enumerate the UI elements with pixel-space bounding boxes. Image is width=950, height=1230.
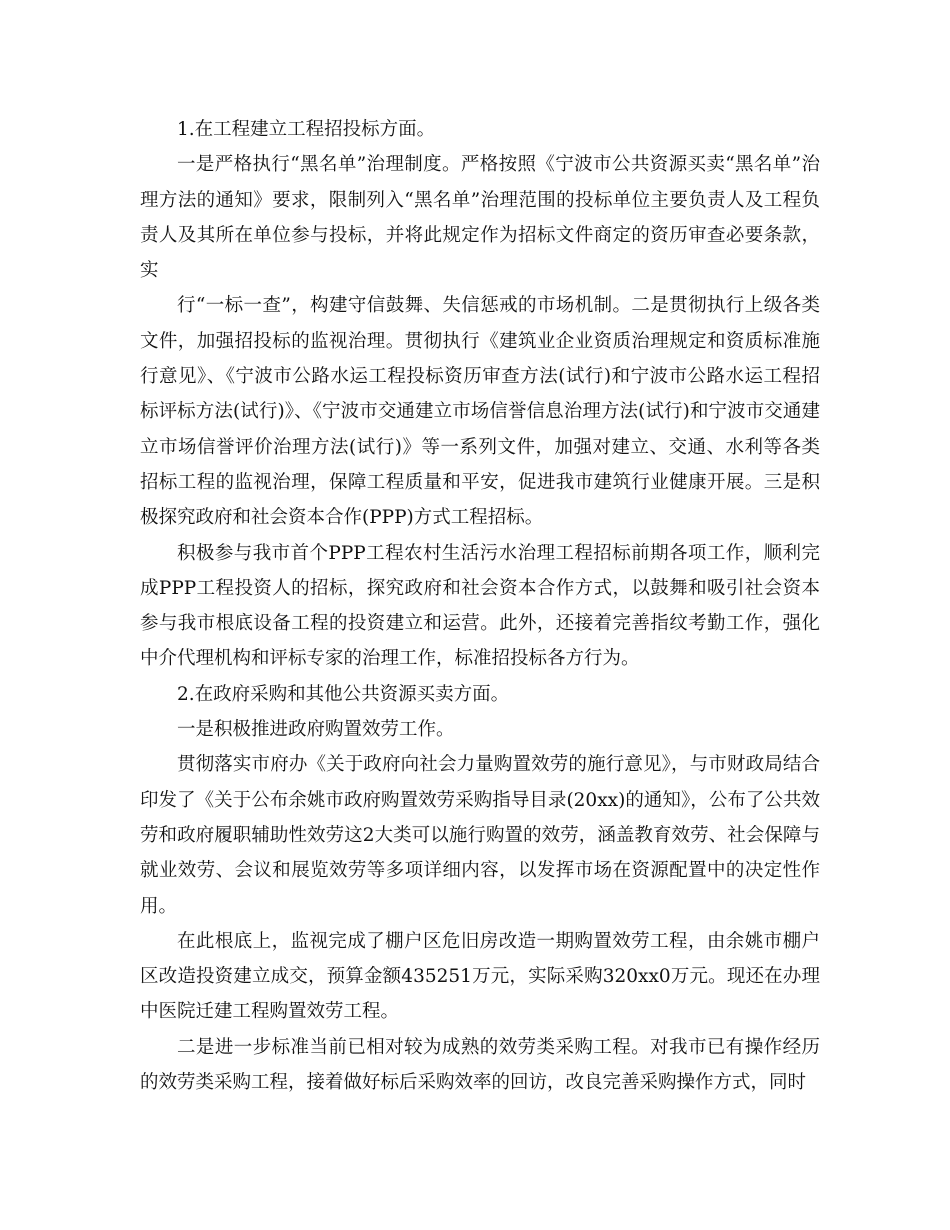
- paragraph-supervision: 行“一标一查”，构建守信鼓舞、失信惩戒的市场机制。二是贯彻执行上级各类文件，加强招投标的监视治理。贯彻执行《建筑业企业资质治理规定和资质标准施行意见》、《宁波市公路水运工程投标资历审查方法(试行)和宁波市公路水运工程招标评标方法(试行)》、《宁波市交通建立市场信誉信息治理方法(试行)和宁波市交通建立市场信誉评价治理方法(试行)》等一系列文件，加强对建立、交通、水利等各类招标工程的监视治理，保障工程质量和平安，促进我市建筑行业健康开展。三是积极探究政府和社会资本合作(PPP)方式工程招标。: [140, 295, 820, 529]
- heading-engineering-bidding: 1.在工程建立工程招投标方面。: [177, 119, 436, 140]
- paragraph-standardize: 二是进一步标准当前已相对较为成熟的效劳类采购工程。对我市已有操作经历的效劳类采购工程，接着做好标后采购效率的回访，改良完善采购操作方式，同时: [140, 1036, 820, 1094]
- heading-government-procurement: 2.在政府采购和其他公共资源买卖方面。: [177, 683, 510, 705]
- document-body: [140, 112, 820, 1100]
- paragraph-blacklist: 一是严格执行“黑名单”治理制度。严格按照《宁波市公共资源买卖“黑名单”治理方法的通知》要求，限制列入“黑名单”治理范围的投标单位主要负责人及工程负责人及其所在单位参与投标，并将此规定作为招标文件商定的资历审查必要条款，实: [140, 154, 820, 282]
- paragraph-implementation: 贯彻落实市府办《关于政府向社会力量购置效劳的施行意见》，与市财政局结合印发了《关于公布余姚市政府购置效劳采购指导目录(20xx)的通知》，公布了公共效劳和政府履职辅助性效劳这2大类可以施行购置的效劳，涵盖教育效劳、社会保障与就业效劳、会议和展览效劳等多项详细内容，以发挥市场在资源配置中的决定性作用。: [140, 754, 820, 917]
- paragraph-ppp: 积极参与我市首个PPP工程农村生活污水治理工程招标前期各项工作，顺利完成PPP工程投资人的招标，探究政府和社会资本合作方式，以鼓舞和吸引社会资本参与我市根底设备工程的投资建立和运营。此外，还接着完善指纹考勤工作，强化中介代理机构和评标专家的治理工作，标准招投标各方行为。: [140, 542, 820, 670]
- paragraph-shantytown: 在此根底上，监视完成了棚户区危旧房改造一期购置效劳工程，由余姚市棚户区改造投资建立成交，预算金额435251万元，实际采购320xx0万元。现还在办理中医院迁建工程购置效劳工程。: [140, 930, 820, 1023]
- paragraph-service-purchase: 一是积极推进政府购置效劳工作。: [177, 719, 455, 741]
